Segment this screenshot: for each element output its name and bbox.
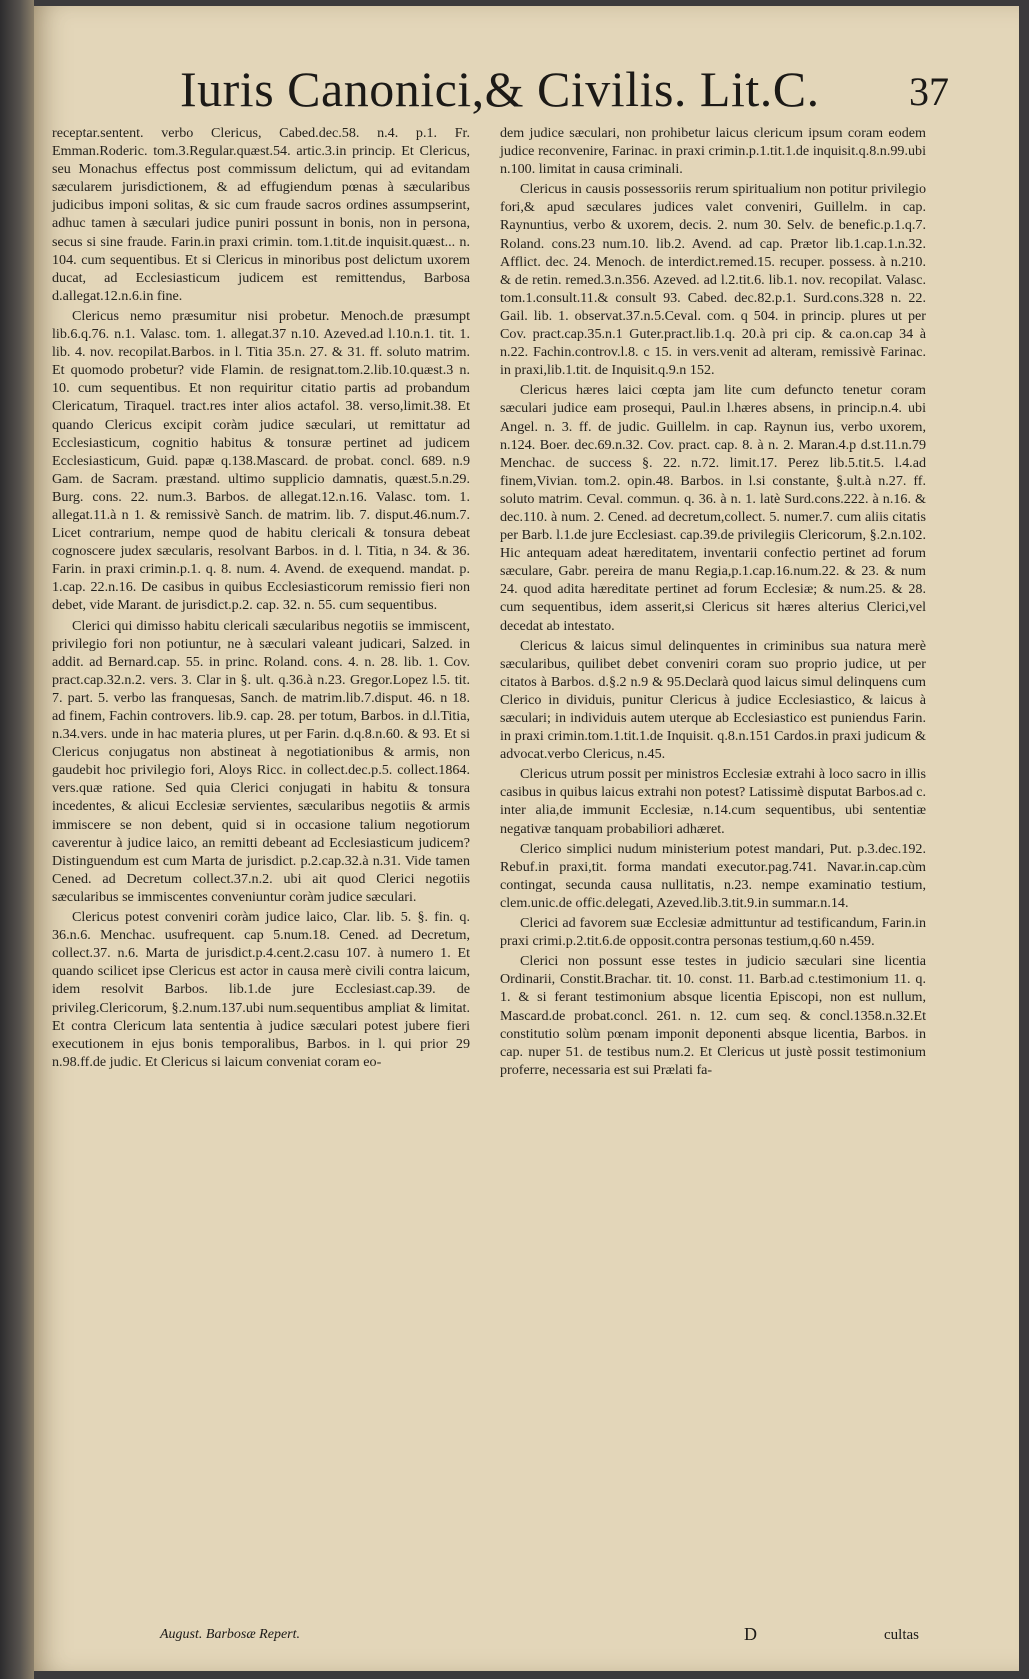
paragraph: Clericus & laicus simul delinquentes in criminibus sua natura merè sæcularibus, quilibet debet conveniri coram suo proprio judice, ut per citatos à Barbos. d.§.2 n.9 & 95.Declarà quod laicus simul delinquens cum Clerico in dividuis, punitur Clericus à judice Ecclesiastico, & laicus à sæculari; in individuis autem uterque ab Ecclesiastico est puniendus Farin. in praxi crimin.tom.1.tit.1.de Inquisit. q.8.n.151 Cardos.in praxi judicum & advocat.verbo Clericus, n.45. xyxy=(500,637,926,763)
page-number: 37 xyxy=(909,69,949,114)
paragraph: Clericus in causis possessoriis rerum spiritualium non potitur privilegio fori,& apud sæculares judices valet conveniri, Guillelm. in cap. Raynuntius, verbo & uxorem, decis. 2. num 30. Selv. de benefic.p.1.q.7. Roland. cons.23 num.10. lib.2. Avend. ad cap. Prætor lib.1.cap.1.n.32. Afflict. dec. 24. Menoch. de interdict.remed.15. recuper. possess. à n.210. & de retin. remed.3.n.356. Azeved. ad l.2.tit.6. lib.1. nov. recopilat. Valasc. tom.1.consult.11.& consult 93. Cabed. dec.82.p.1. Surd.cons.328 n. 22. Gail. lib. 1. observat.37.n.5.Ceval. com. q 504. in princip. plures ut per Cov. pract.cap.35.n.1 Guter.pract.lib.1.q. 20.à pri cip. & ca.on.cap 34 à n.22. Fachin.controv.l.8. c 15. in vers.venit ad alteram, remissivè Farinac. in praxi,lib.1.tit. de Inquisit.q.9.n 152. xyxy=(500,181,926,379)
right-column xyxy=(500,124,926,1081)
paragraph: Clericus potest conveniri coràm judice laico, Clar. lib. 5. §. fin. q. 36.n.6. Menchac. usufrequent. cap 5.num.18. Cened. ad Decretum, collect.37. n.6. Marta de jurisdict.p.4.cent.2.casu 107. à numero 1. Et quando scilicet ipse Clericus est actor in causa merè civili contra laicum, idem resolvit Barbos. lib.1.de jure Ecclesiast.cap.39. de privileg.Clericorum, §.2.num.137.ubi num.sequentibus ampliat & limitat. Et contra Clericum lata sententia à judice sæculari potest jubere fieri executionem in ejus bonis temporalibus, Barbos. in l. qui prior 29 n.98.ff.de judic. Et Clericus si laicum conveniat coram eo- xyxy=(52,909,470,1070)
paragraph: Clerici non possunt esse testes in judicio sæculari sine licentia Ordinarii, Constit.Brachar. tit. 10. const. 11. Barb.ad c.testimonium 11. q. 1. & si ferant testimonium absque licentia Episcopi, non est nullum, Mascard.de probat.concl. 261. n. 12. cum seq. & concl.1358.n.32.Et constitutio solùm pœnam imponit deponenti absque licentia, Barbos. in cap. nuper 51. de testibus num.2. Et Clericus ut justè possit testimonium proferre, necessaria est sui Prælati fa- xyxy=(500,953,926,1078)
left-catchword: August. Barbosæ Repert. xyxy=(160,1627,300,1642)
catchword: cultas xyxy=(884,1627,919,1643)
book-gutter xyxy=(0,0,34,1679)
paragraph: Clericus nemo præsumitur nisi probetur. Menoch.de præsumpt lib.6.q.76. n.1. Valasc. tom. 1. allegat.37 n.10. Azeved.ad l.10.n.1. tit. 1. lib. 4. nov. recopilat.Barbos. in l. Titia 35.n. 27. & 31. ff. soluto matrim. Et quomodo probetur? vide Flamin. de resignat.tom.2.lib.10.quæst.3 n. 10. cum sequentibus. Et non requiritur citatio partis ad probandum Clericatum, Tiraquel. tract.res inter alios actafol. 38. verso,limit.38. Et quando Clericus excipit coràm judice sæculari, ut remittatur ad Ecclesiasticum, cognitio habitus & tonsuræ pertinet ad judicem Ecclesiasticum, Guid. papæ q.138.Mascard. de probat. concl. 689. n.9 Gam. de Sacram. præstand. ultimo supplicio damnatis, quæst.5.n.29. Burg. cons. 22. num.3. Barbos. de allegat.12.n.16. Valasc. tom. 1. allegat.11.à n 1. & remissivè Sanch. de matrim. lib. 7. disput.46.num.7. Licet contrarium, nempe quod de habitu clericali & tonsura debeat cognoscere judex sæcularis, resolvant Barbos. in d. l. Titia, n 34. & 36. Farin. in praxi crimin.p.1. q. 8. num. 4. Avend. de exequend. mandat. p. 1.cap. 22.n.16. De casibus in quibus Ecclesiasticorum remissio fieri non debet, vide Marant. de jurisdict.p.2. cap. 32. n. 55. cum sequentibus. xyxy=(52,307,470,614)
paragraph: dem judice sæculari, non prohibetur laicus clericum ipsum coram eodem judice reconvenire, Farinac. in praxi crimin.p.1.tit.1.de inquisit.q.8.n.99.ubi n.100. limitat in causa criminali. xyxy=(500,125,926,178)
page-header xyxy=(150,60,949,120)
paragraph: Clerici qui dimisso habitu clericali sæcularibus negotiis se immiscent, privilegio fori non potiuntur, ne à sæculari valeant judicari, Salzed. in addit. ad Bernard.cap. 55. in princ. Roland. cons. 4. n. 28. lib. 1. Cov. pract.cap.32.n.2. vers. 3. Clar in §. ult. q.36.à n.23. Gregor.Lopez l.5. tit. 7. part. 5. verbo las franquesas, Sanch. de matrim.lib.7.disput. 46. n 18. ad finem, Fachin controvers. lib.9. cap. 28. per totum, Barbos. in d.l.Titia, n.34.vers. unde in hac materia plures, ut per Farin. d.q.8.n.60. & 93. Et si Clericus conjugatus non abstineat à negotiationibus & armis, non gaudebit hoc privilegio fori, Aloys Ricc. in collect.dec.p.5. collect.1864. vers.quæ ratione. Sed quia Clerici conjugati in habitu & tonsura incedentes, & alicui Ecclesiæ servientes, sæcularibus negotiis & armis immiscere se non debent, quid si in occasione talium negotiorum caverentur à judice laico, an remitti debeant ad Ecclesiasticum judicem? Distinguendum est cum Marta de jurisdict. p.2.cap.32.à n.31. Vide tamen Cened. ad Decretum collect.37.n.2. ubi ait quod Clerici negotiis sæcularibus se immiscentes conveniuntur coràm judice sæculari. xyxy=(52,617,470,905)
left-column xyxy=(52,124,470,1073)
running-title: Iuris Canonici,& Civilis. Lit.C. xyxy=(180,61,820,117)
paragraph: Clerici ad favorem suæ Ecclesiæ admittuntur ad testificandum, Farin.in praxi crimi.p.2.tit.6.de opposit.contra personas testium,q.60 n.459. xyxy=(500,915,926,950)
paragraph: Clericus utrum possit per ministros Ecclesiæ extrahi à loco sacro in illis casibus in quibus laicus extrahi non potest? Latissimè disputat Barbos.ad c. inter alia,de immunit Ecclesiæ, n.14.cum sequentibus, ubi sententiæ negativæ tanquam probabiliori adhæret. xyxy=(500,766,926,837)
paragraph: receptar.sentent. verbo Clericus, Cabed.dec.58. n.4. p.1. Fr. Emman.Roderic. tom.3.Regular.quæst.54. artic.3.in princip. Et Clericus, seu Monachus effectus post commissum delictum, qui ad evitandam sæcularem jurisdictionem, & ad effugiendum pœnas à sæcularibus judicibus imponi solitas, & sic cum fraude sacros ordines assumpserint, adhuc tamen à sæculari judice puniri possunt in bonis, non in persona, secus si sine fraude. Farin.in praxi crimin. tom.1.tit.de inquisit.quæst... n. 104. cum sequentibus. Et si Clericus in minoribus post delictum uxorem ducat, ad Ecclesiasticum judicem est remittendus, Barbosa d.allegat.12.n.6.in fine. xyxy=(52,125,470,304)
paragraph: Clericus hæres laici cœpta jam lite cum defuncto tenetur coram sæculari judice eam prosequi, Paul.in l.hæres absens, in princip.n.4. ubi Angel. n. 3. ff. de judic. Guillelm. in cap. Raynun ius, verbo uxorem, n.124. Boer. dec.69.n.32. Cov. pract. cap. 8. à n. 2. Maran.4.p d.st.11.n.79 Menchac. de success §. 22. n.72. limit.17. Perez lib.5.tit.5. l.4.ad finem,Vivian. tom.2. opin.48. Barbos. in l.si constante, §.ult.à n.27. ff. soluto matrim. Ceval. commun. q. 36. à n. 1. latè Surd.cons.222. à n.16. & dec.110. à num. 2. Cened. ad decretum,collect. 5. numer.7. cum aliis citatis per Barb. l.1.de jure Ecclesiast. cap.39.de privilegiis Clericorum, §.2.n.102. Hic antequam adeat hæreditatem, inventarii confectio pertinet ad forum sæculare, Gabr. pereira de manu Regia,p.1.cap.16.num.22. & 23. & num 24. quod adita hæreditate pertinet ad forum Ecclesiæ; & num.25. & 28. cum sequentibus, idem asserit,si Clericus sit hæres alterius Clerici,vel decedat ab intestato. xyxy=(500,382,926,634)
signature-mark: D xyxy=(744,1624,757,1644)
paragraph: Clerico simplici nudum ministerium potest mandari, Put. p.3.dec.192. Rebuf.in praxi,tit. forma mandati executor.pag.741. Navar.in.cap.cùm contingat, secunda causa nullitatis, n.23. nempe examinatio testium, clem.unic.de offic.delegati, Azeved.lib.3.tit.9.in summar.n.14. xyxy=(500,840,926,911)
